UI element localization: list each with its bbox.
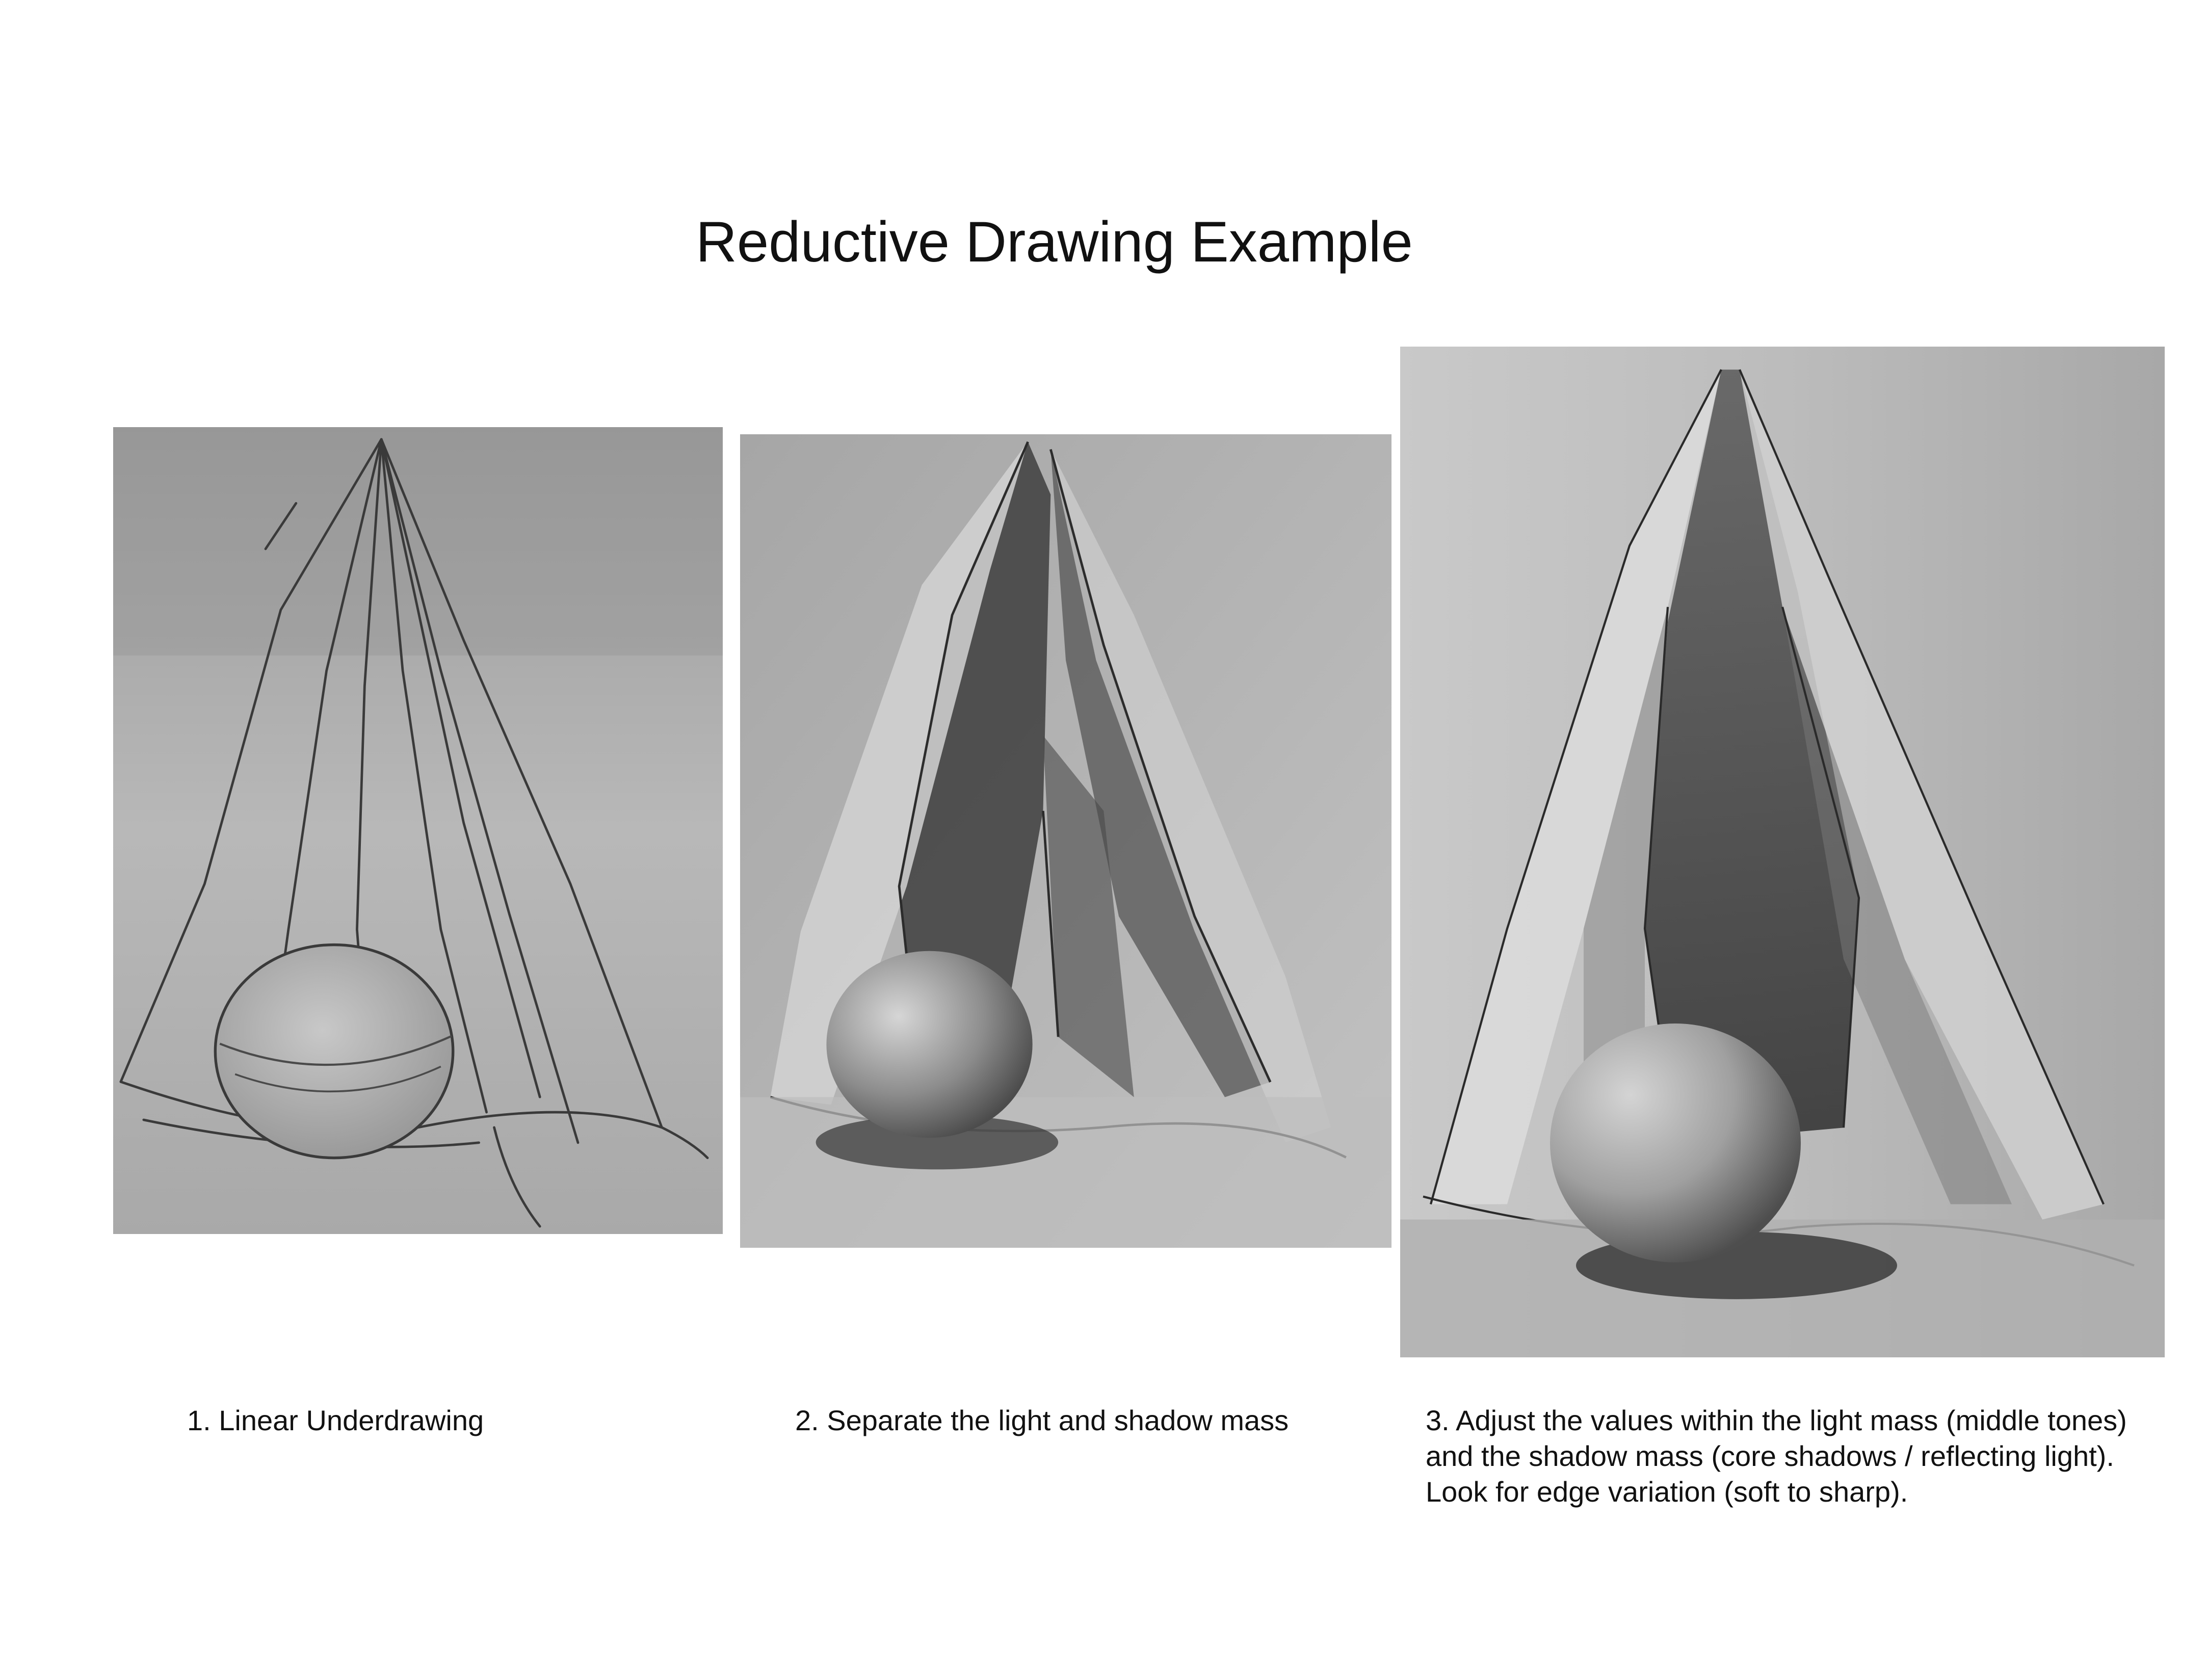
caption-line: 1. Linear Underdrawing xyxy=(187,1404,484,1436)
step-1-drawing-image xyxy=(113,427,723,1234)
step-1-caption xyxy=(187,1403,484,1438)
page-title: Reductive Drawing Example xyxy=(696,210,1413,274)
caption-line: Look for edge variation (soft to sharp). xyxy=(1426,1476,1908,1508)
charcoal-drawing-icon xyxy=(1400,347,2165,1357)
caption-line: and the shadow mass (core shadows / reflecting light). xyxy=(1426,1440,2114,1472)
charcoal-drawing-icon xyxy=(740,434,1391,1248)
caption-line: 2. Separate the light and shadow mass xyxy=(795,1404,1289,1436)
step-3-drawing-image xyxy=(1400,347,2165,1357)
step-3-caption xyxy=(1426,1403,2127,1510)
charcoal-drawing-icon xyxy=(113,427,723,1234)
step-2-drawing-image xyxy=(740,434,1391,1248)
caption-line: 3. Adjust the values within the light mass (middle tones) xyxy=(1426,1404,2127,1436)
step-2-caption xyxy=(795,1403,1289,1438)
